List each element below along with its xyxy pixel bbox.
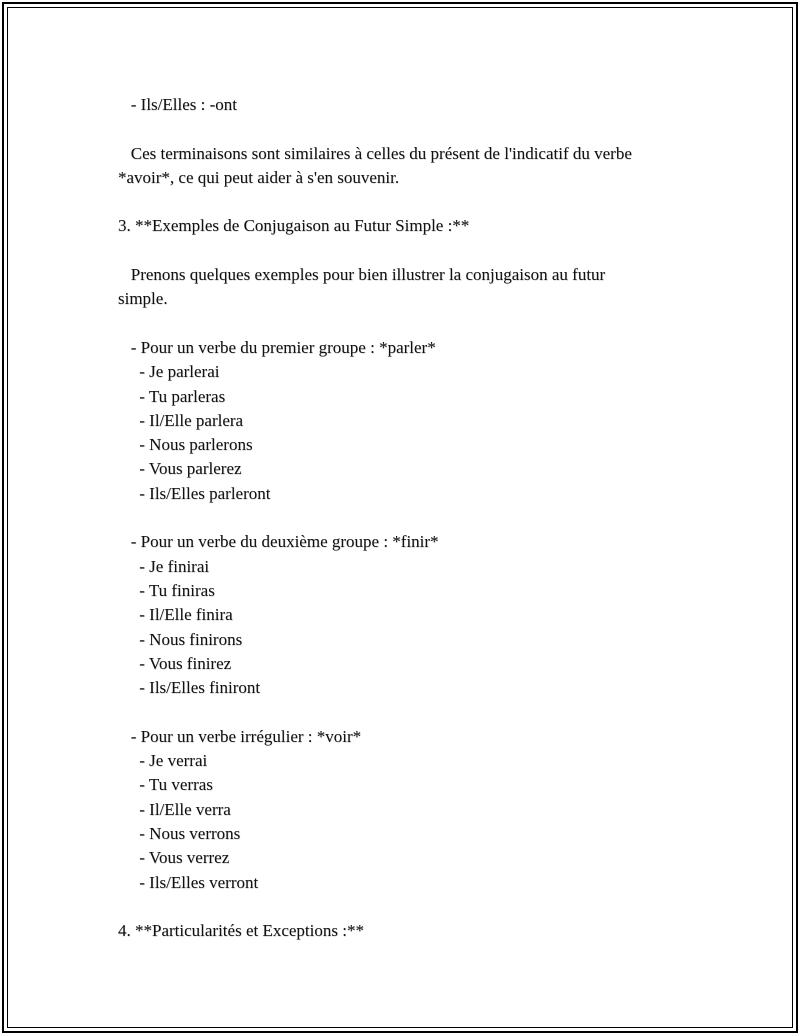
conjugation-item: - Nous finirons [118, 629, 243, 649]
note-paragraph [118, 142, 678, 191]
conjugation-item: - Tu finiras [118, 580, 215, 600]
conjugation-item: - Nous verrons [118, 823, 241, 843]
section-heading: 4. **Particularités et Exceptions :** [118, 921, 364, 941]
conjugation-item: - Je parlerai [118, 362, 220, 382]
paragraph-line: Prenons quelques exemples pour bien illustrer la conjugaison au futur [118, 265, 606, 285]
blank-line [118, 506, 678, 530]
example-voir [118, 725, 678, 895]
paragraph-line: Ces terminaisons sont similaires à celles du présent de l'indicatif du verbe [118, 143, 632, 163]
blank-line [118, 239, 678, 263]
blank-line [118, 895, 678, 919]
conjugation-item: - Vous finirez [118, 653, 232, 673]
blank-line [118, 312, 678, 336]
conjugation-item: - Ils/Elles parleront [118, 483, 271, 503]
example-parler [118, 336, 678, 506]
ending-line: - Ils/Elles : -ont [118, 95, 237, 114]
blank-line [118, 700, 678, 724]
example-heading: - Pour un verbe du premier groupe : *parler* [118, 337, 436, 357]
conjugation-item: - Ils/Elles verront [118, 872, 259, 892]
document-body [118, 93, 678, 943]
conjugation-item: - Il/Elle parlera [118, 410, 244, 430]
example-finir [118, 530, 678, 700]
example-heading: - Pour un verbe du deuxième groupe : *finir* [118, 532, 439, 552]
conjugation-item: - Ils/Elles finiront [118, 678, 261, 698]
paragraph-line: *avoir*, ce qui peut aider à s'en souvenir. [118, 167, 400, 187]
blank-line [118, 117, 678, 141]
conjugation-item: - Je verrai [118, 751, 208, 771]
conjugation-item: - Tu verras [118, 775, 213, 795]
conjugation-item: - Vous verrez [118, 848, 230, 868]
conjugation-item: - Vous parlerez [118, 459, 242, 479]
conjugation-item: - Je finirai [118, 556, 210, 576]
intro-paragraph [118, 263, 678, 312]
conjugation-item: - Il/Elle finira [118, 605, 233, 625]
conjugation-item: - Nous parlerons [118, 435, 253, 455]
section-heading: 3. **Exemples de Conjugaison au Futur Simple :** [118, 216, 470, 236]
conjugation-item: - Tu parleras [118, 386, 226, 406]
conjugation-item: - Il/Elle verra [118, 799, 231, 819]
paragraph-line: simple. [118, 289, 168, 309]
blank-line [118, 190, 678, 214]
example-heading: - Pour un verbe irrégulier : *voir* [118, 726, 362, 746]
